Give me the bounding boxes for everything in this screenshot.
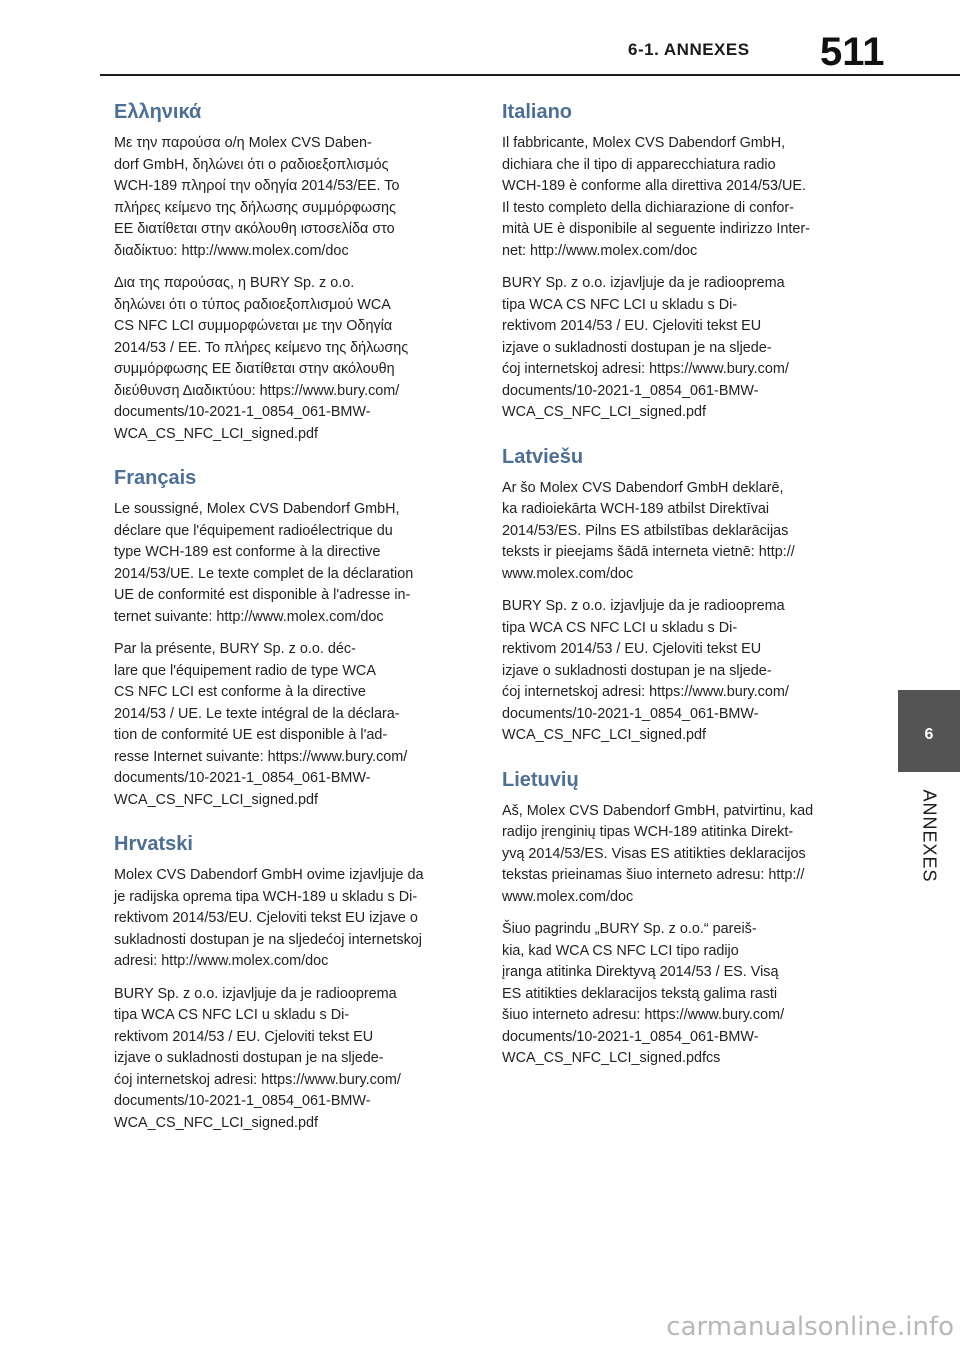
paragraph: Aš, Molex CVS Dabendorf GmbH, patvirtinu, kad radijo įrenginių tipas WCH-189 atitinka Direkt- yvą 2014/53/ES. Visas ES atitikties deklaracijos tekstas prieinamas šiuo interneto adresu: http:// www.molex.com/doc [502,802,814,905]
section-croatian [114,832,459,1134]
paragraph: BURY Sp. z o.o. izjavljuje da je radiooprema tipa WCA CS NFC LCI u skladu s Di- rektivom 2014/53 / EU. Cjeloviti tekst EU izjave o sukladnosti dostupan je na sljede- ćoj internetskoj adresi: https://www.bury.com/ documents/10-2021-1_0854_061-BMW- WCA_CS_NFC_LCI_signed.pdf [114,985,401,1131]
section-heading: Latviešu [502,445,584,468]
section-lithuanian [502,768,847,1070]
page-header [0,0,960,78]
watermark: carmanualsonline.info [666,1312,954,1342]
section-heading: Ελληνικά [114,101,202,123]
paragraph: Ar šo Molex CVS Dabendorf GmbH deklarē, ka radioiekārta WCH-189 atbilst Direktīvai 2014/53/ES. Pilns ES atbilstības deklarācijas teksts ir pieejams šādā interneta vietnē: http:// www.molex.com/doc [502,479,795,582]
chapter-label-area [898,776,960,896]
paragraph: Με την παρούσα ο/η Molex CVS Daben- dorf GmbH, δηλώνει ότι ο ραδιοεξοπλισμός WCH-189 πληροί την οδηγία 2014/53/ΕΕ. Το πλήρες κείμενο της δήλωσης συμμόρφωσης ΕΕ διατίθεται στην ακόλουθη ιστοσελίδα στο διαδίκτυο: http://www.molex.com/doc [114,135,400,259]
section-title: 6-1. ANNEXES [628,40,750,59]
right-column [502,100,847,1091]
section-greek [114,100,459,445]
paragraph: Šiuo pagrindu „BURY Sp. z o.o.“ pareiš- kia, kad WCA CS NFC LCI tipo radijo įranga atitinka Direktyvą 2014/53 / ES. Visą ES atitikties deklaracijos tekstą galima rasti šiuo interneto adresu: https://www.bury.com/ documents/10-2021-1_0854_061-BMW- WCA_CS_NFC_LCI_signed.pdfcs [502,921,785,1066]
paragraph: Par la présente, BURY Sp. z o.o. déc- lare que l'équipement radio de type WCA CS NFC LCI est conforme à la directive 2014/53 / UE. Le texte intégral de la déclara- tion de conformité UE est disponible à l'ad- resse Internet suivante: https://www.bury.com/ documents/10-2021-1_0854_061-BMW- WCA_CS_NFC_LCI_signed.pdf [114,641,408,808]
paragraph: Le soussigné, Molex CVS Dabendorf GmbH, déclare que l'équipement radioélectrique du type WCH-189 est conforme à la directive 2014/53/UE. Le texte complet de la déclaration UE de conformité est disponible à l'adresse in- ternet suivante: http://www.molex.com/doc [114,501,414,625]
page-number: 511 [820,30,885,74]
header-rule [100,74,960,76]
section-heading: Français [114,467,197,489]
paragraph: BURY Sp. z o.o. izjavljuje da je radiooprema tipa WCA CS NFC LCI u skladu s Di- rektivom 2014/53 / EU. Cjeloviti tekst EU izjave o sukladnosti dostupan je na sljede- ćoj internetskoj adresi: https://www.bury.com/ documents/10-2021-1_0854_061-BMW- WCA_CS_NFC_LCI_signed.pdf [502,598,789,743]
section-heading: Hrvatski [114,833,193,855]
paragraph: Il fabbricante, Molex CVS Dabendorf GmbH, dichiara che il tipo di apparecchiatura radio WCH-189 è conforme alla direttiva 2014/53/UE. Il testo completo della dichiarazione di confor- mità UE è disponibile al seguente indirizzo Inter- net: http://www.molex.com/doc [502,135,810,259]
section-latvian [502,445,847,747]
chapter-number: 6 [924,726,934,743]
paragraph: Δια της παρούσας, η BURY Sp. z o.o. δηλώνει ότι ο τύπος ραδιοεξοπλισμού WCA CS NFC LCI συμμορφώνεται με την Οδηγία 2014/53 / ΕΕ. Το πλήρες κείμενο της δήλωσης συμμόρφωσης ΕΕ διατίθεται στην ακόλουθη διεύθυνση Διαδικτύου: https://www.bury.com/ documents/10-2021-1_0854_061-BMW- WCA_CS_NFC_LCI_signed.pdf [114,275,409,442]
section-heading: Italiano [502,101,573,123]
paragraph: BURY Sp. z o.o. izjavljuje da je radiooprema tipa WCA CS NFC LCI u skladu s Di- rektivom 2014/53 / EU. Cjeloviti tekst EU izjave o sukladnosti dostupan je na sljede- ćoj internetskoj adresi: https://www.bury.com/ documents/10-2021-1_0854_061-BMW- WCA_CS_NFC_LCI_signed.pdf [502,275,789,420]
paragraph: Molex CVS Dabendorf GmbH ovime izjavljuje da je radijska oprema tipa WCH-189 u skladu s Di- rektivom 2014/53/EU. Cjeloviti tekst EU izjave o sukladnosti dostupan je na sljedećoj internetskoj adresi: http://www.molex.com/doc [114,867,424,969]
section-french [114,466,459,811]
section-heading: Lietuvių [502,768,579,791]
chapter-label: ANNEXES [919,789,940,883]
chapter-tab[interactable] [898,690,960,772]
left-column [114,100,459,1155]
section-italian [502,100,847,424]
